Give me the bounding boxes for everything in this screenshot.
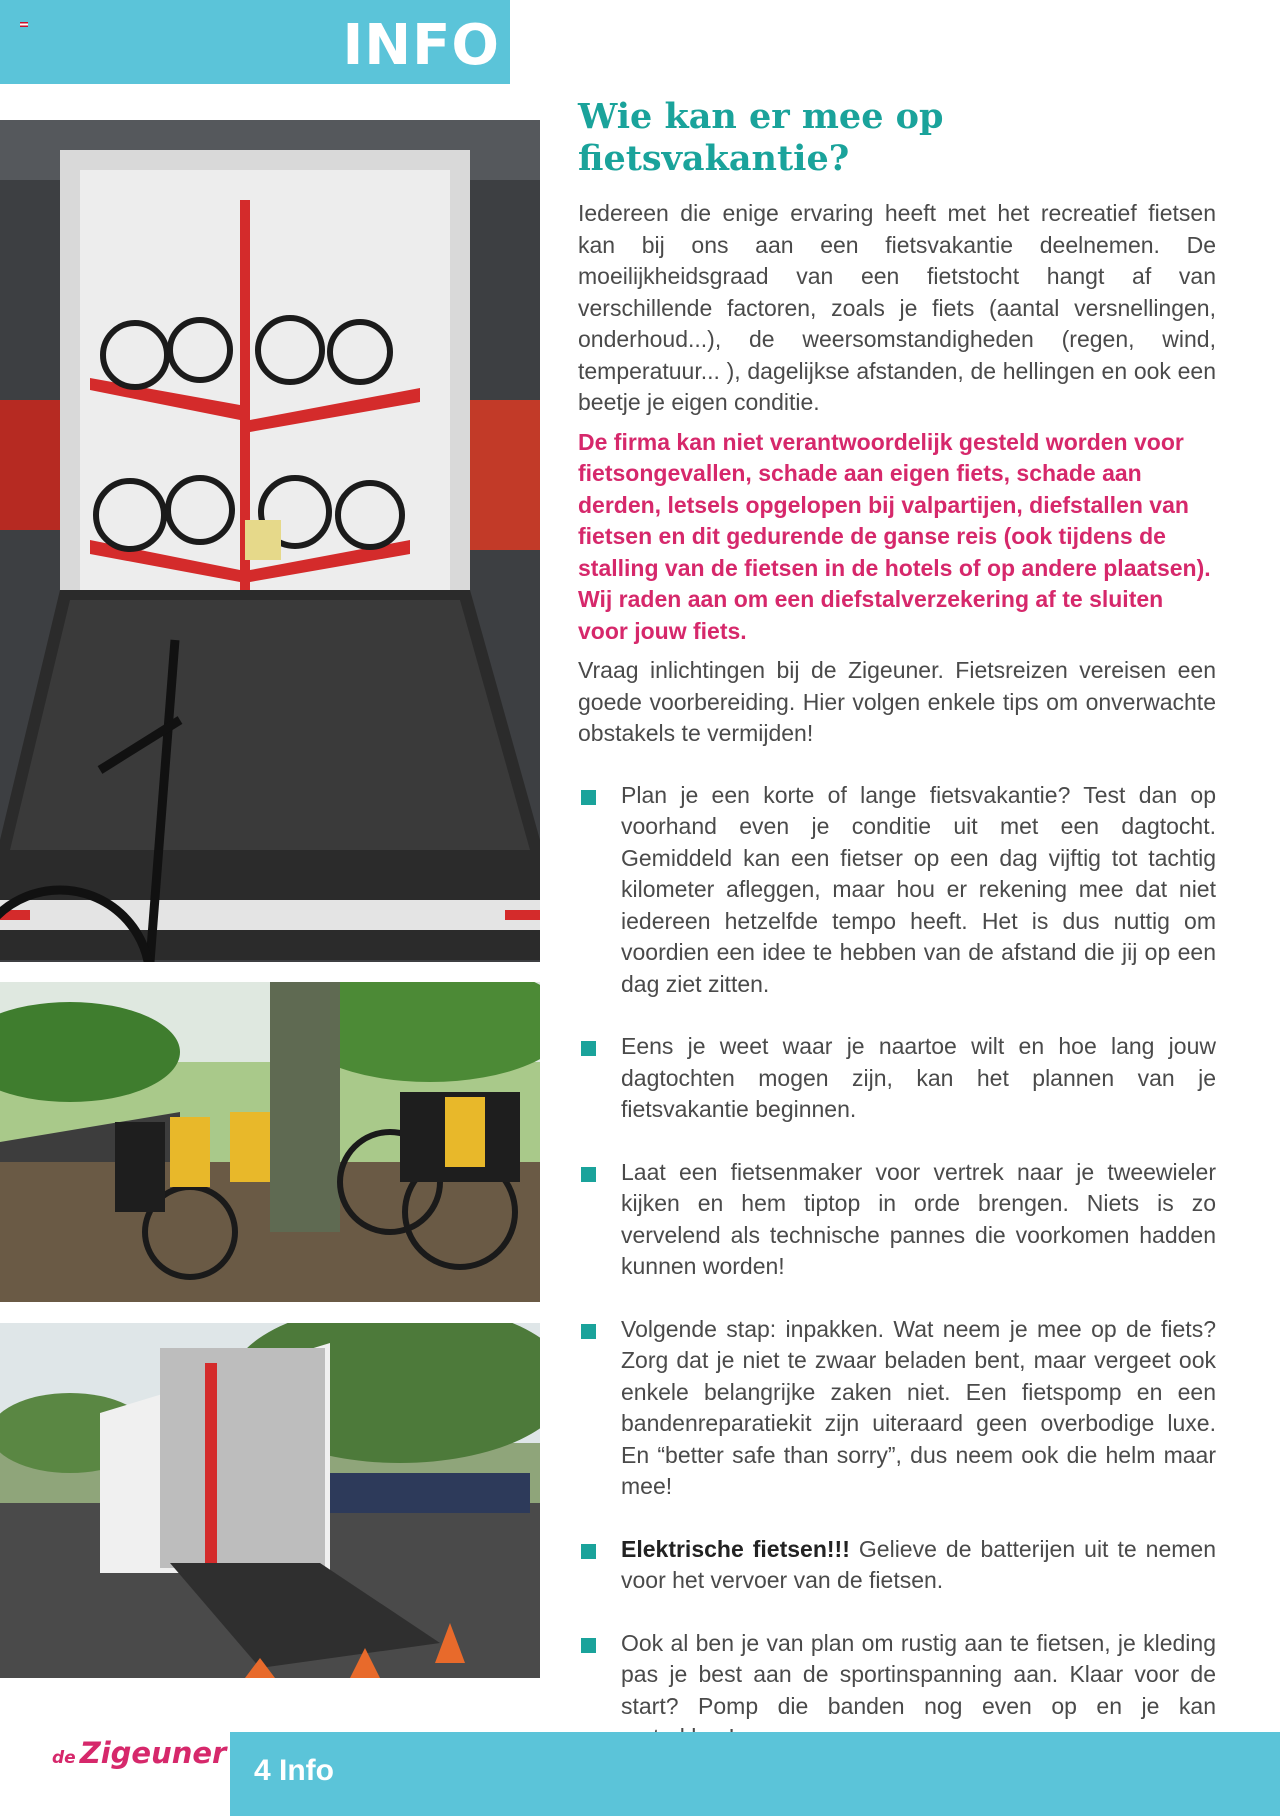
tip-text: Volgende stap: inpakken. Wat neem je mee op de fiets? Zorg dat je niet te zwaar beladen bent, maar vergeet ook enkele belangrijke zaken niet. Een fietspomp en een bandenreparatiekit zijn uiteraard geen overbodige luxe. En “better safe than sorry”, dus neem ook die helm maar mee! xyxy=(621,1315,1216,1499)
tip-item xyxy=(578,1031,1216,1126)
footer-bar xyxy=(230,1732,1280,1816)
advice-paragraph: Vraag inlichtingen bij de Zigeuner. Fietsreizen vereisen een goede voorbereiding. Hier volgen enkele tips om onverwachte obstakels te vermijden! xyxy=(578,657,1216,746)
bullet-square-icon xyxy=(581,1638,596,1653)
zigeuner-logo xyxy=(52,1736,226,1770)
bike-trailer-photo xyxy=(0,120,540,962)
bullet-square-icon xyxy=(581,1324,596,1339)
header-banner xyxy=(0,0,510,84)
logo-brand: Zigeuner xyxy=(79,1736,227,1770)
tip-text: Eens je weet waar je naartoe wilt en hoe lang jouw dagtochten mogen zijn, kan het plannen van je fietsvakantie beginnen. xyxy=(621,1033,1216,1122)
tip-item xyxy=(578,1157,1216,1283)
tip-item xyxy=(578,1534,1216,1597)
intro-paragraph: Iedereen die enige ervaring heeft met het recreatief fietsen kan bij ons aan een fietsvakantie deelnemen. De moeilijkheidsgraad van een fietstocht hangt af van verschillende factoren, zoals je fiets (aantal versnellingen, onderhoud...), de weersomstandigheden (regen, wind, temperatuur... ), dagelijkse afstanden, de hellingen en ook een beetje je eigen conditie. xyxy=(578,200,1216,415)
flag-icon xyxy=(20,22,28,27)
tip-item xyxy=(578,1314,1216,1503)
bullet-square-icon xyxy=(581,1544,596,1559)
truck-trailer-photo xyxy=(0,1323,540,1678)
tip-item xyxy=(578,780,1216,1001)
tip-bold-label: Elektrische fietsen!!! xyxy=(621,1535,850,1562)
tip-text: Plan je een korte of lange fietsvakantie? Test dan op voorhand even je conditie uit met een dagtocht. Gemiddeld kan een fietser op een dag vijftig tot tachtig kilometer afleggen, maar hou er rekening mee dat niet iedereen hetzelfde tempo heeft. Het is dus nuttig om voordien een idee te hebben van de afstand die jij op een dag ziet zitten. xyxy=(621,781,1216,997)
tip-text: Laat een fietsenmaker voor vertrek naar je tweewieler kijken en hem tiptop in orde brengen. Niets is zo vervelend als technische pannes die voorkomen hadden kunnen worden! xyxy=(621,1158,1216,1279)
tip-text: Gelieve de batterijen uit te nemen voor het vervoer van de fietsen. xyxy=(621,1535,1216,1593)
bullet-square-icon xyxy=(581,1041,596,1056)
bullet-square-icon xyxy=(581,790,596,805)
tips-list xyxy=(578,780,1216,1754)
liability-warning: De firma kan niet verantwoordelijk gesteld worden voor fietsongevallen, schade aan eigen fiets, schade aan derden, letsels opgelopen bij valpartijen, diefstallen van fietsen en dit gedurende de ganse reis (ook tijdens de stalling van de fietsen in de hotels of op andere plaatsen). Wij raden aan om een diefstalverzekering af te sluiten voor jouw fiets. xyxy=(578,428,1211,644)
page-number-label: 4 Info xyxy=(254,1754,334,1787)
bullet-square-icon xyxy=(581,1167,596,1182)
tip-text: Ook al ben je van plan om rustig aan te fietsen, je kleding pas je best aan de sportinspanning aan. Klaar voor de start? Pomp die banden nog even op en je kan xyxy=(621,1629,1216,1719)
article xyxy=(578,96,1216,1785)
bikes-at-tree-photo xyxy=(0,982,540,1302)
logo-prefix: de xyxy=(52,1748,76,1768)
article-heading: Wie kan er mee op fietsvakantie? xyxy=(578,96,944,179)
page-title: INFO xyxy=(342,13,500,78)
